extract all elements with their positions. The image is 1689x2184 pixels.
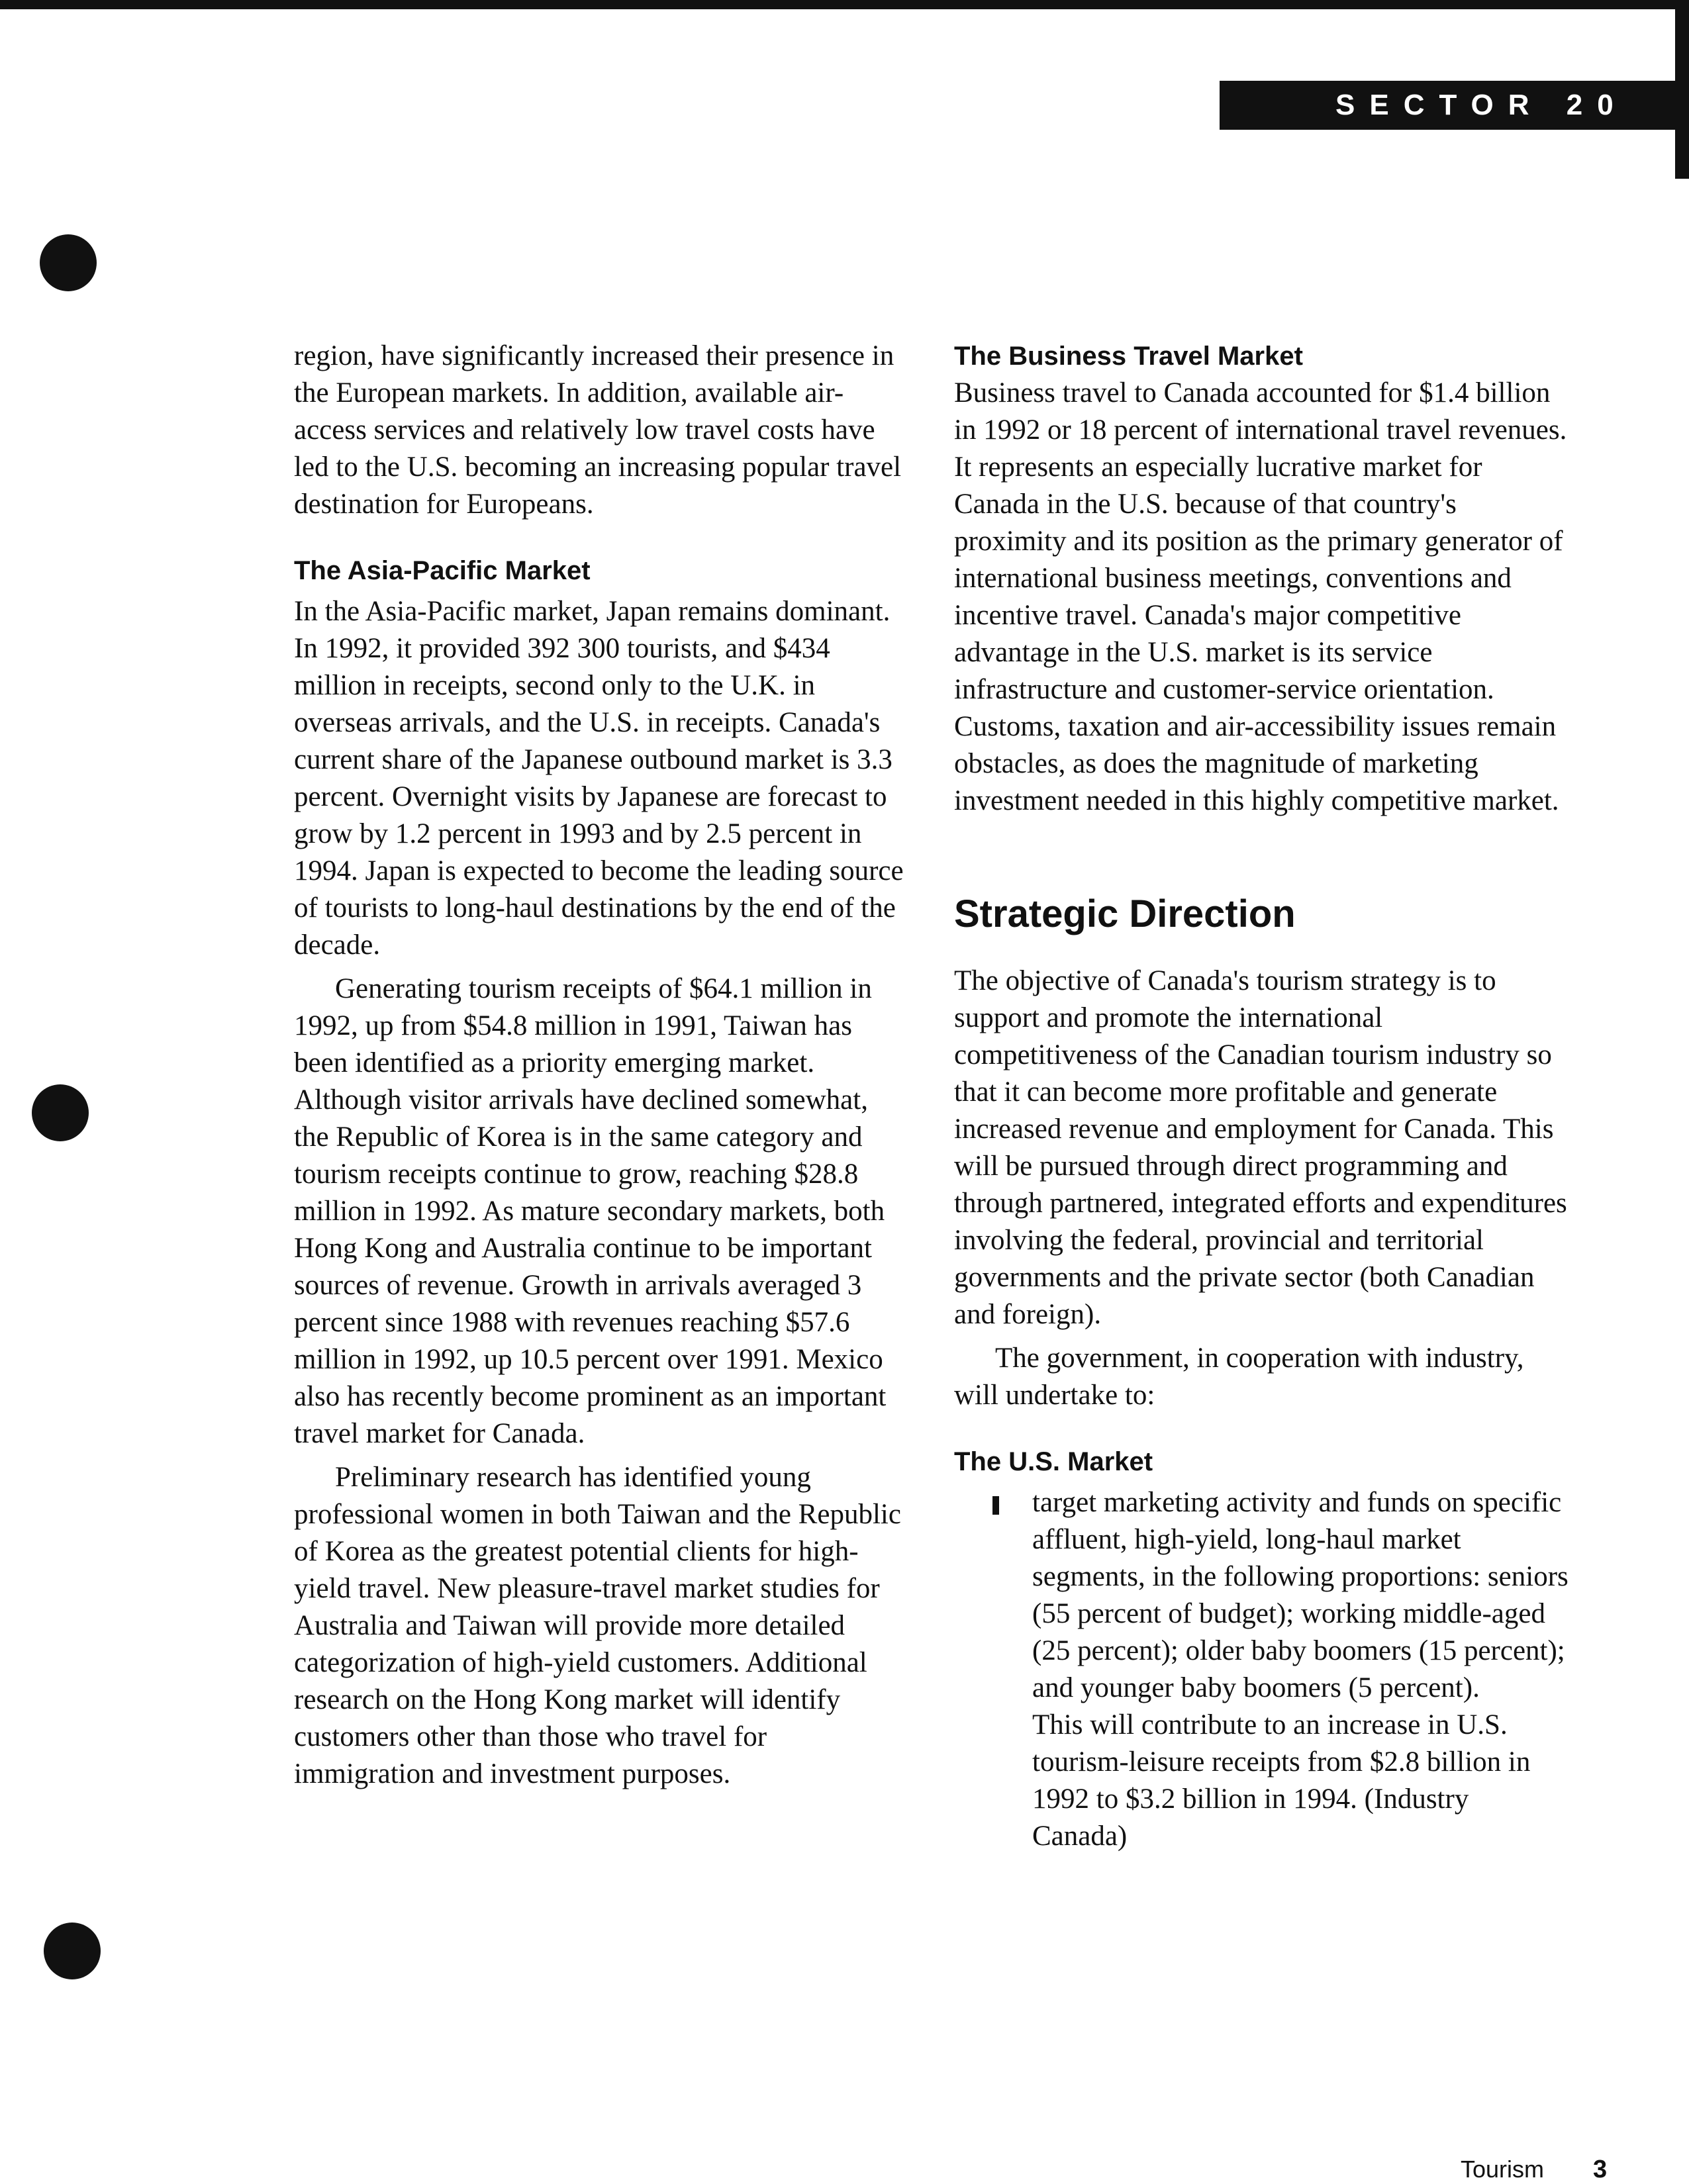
us-market-list [954, 1484, 1570, 1707]
us-market-heading: The U.S. Market [954, 1447, 1153, 1476]
us-bullet-text: target marketing activity and funds on specific affluent, high-yield, long-haul market segments, in the following proportions: seniors (55 percent of budget); working middle-aged (25 percent); older baby boomers (15 percent); and younger baby boomers (5 percent). [1032, 1487, 1568, 1703]
business-paragraph: Business travel to Canada accounted for $1.4 billion in 1992 or 18 percent of international travel revenues. It represents an especially lucrative market for Canada in the U.S. because of that country's proximity and its position as the primary generator of international business meetings, conventions and incentive travel. Canada's major competitive advantage in the U.S. market is its service infrastructure and customer-service orientation. Customs, taxation and air-accessibility issues remain obstacles, as does the magnitude of marketing investment needed in this highly competitive market. [954, 377, 1567, 816]
list-item [954, 1484, 1570, 1707]
asia-paragraph-3: Preliminary research has identified young professional women in both Taiwan and the Republic of Korea as the greatest potential clients for high-yield travel. New pleasure-travel market studies for Australia and Taiwan will provide more detailed categorization of high-yield customers. Additional research on the Hong Kong market will identify customers other than those who travel for immigration and investment purposes. [294, 1462, 901, 1789]
punch-hole-middle [32, 1084, 89, 1141]
punch-hole-bottom [44, 1923, 101, 1979]
right-edge-rule [1675, 0, 1689, 179]
bullet-icon [992, 1496, 999, 1515]
strategic-direction-heading: Strategic Direction [954, 892, 1296, 935]
intro-paragraph: region, have significantly increased their presence in the European markets. In addition, available air-access services and relatively low travel costs have led to the U.S. becoming an increasing popular travel destination for Europeans. [294, 340, 902, 520]
punch-hole-top [40, 234, 97, 291]
asia-paragraph-2: Generating tourism receipts of $64.1 million in 1992, up from $54.8 million in 1991, Taiwan has been identified as a priority emerging market. Although visitor arrivals have declined somewhat, the Republic of Korea is in the same category and tourism receipts continue to grow, reaching $28.8 million in 1992. As mature secondary markets, both Hong Kong and Australia continue to be important sources of revenue. Growth in arrivals averaged 3 percent since 1988 with revenues reaching $57.6 million in 1992, up 10.5 percent over 1991. Mexico also has recently become prominent as an important travel market for Canada. [294, 973, 887, 1449]
strategic-paragraph-1: The objective of Canada's tourism strategy is to support and promote the international competitiveness of the Canadian tourism industry so that it can become more profitable and generate increased revenue and employment for Canada. This will be pursued through direct programming and through partnered, integrated efforts and expenditures involving the federal, provincial and territorial governments and the private sector (both Canadian and foreign). [954, 965, 1567, 1330]
business-travel-heading: The Business Travel Market [954, 342, 1303, 371]
strategic-paragraph-2: The government, in cooperation with industry, will undertake to: [954, 1343, 1524, 1411]
top-rule [0, 0, 1689, 9]
left-column [294, 338, 910, 1793]
asia-pacific-heading: The Asia-Pacific Market [294, 556, 591, 585]
right-column [954, 338, 1570, 1855]
sector-label: SECTOR 20 [1335, 89, 1628, 121]
page-number: 3 [1593, 2156, 1608, 2183]
sector-tab [1220, 81, 1675, 130]
footer-section-name: Tourism [1461, 2156, 1545, 2183]
asia-paragraph-1: In the Asia-Pacific market, Japan remains dominant. In 1992, it provided 392 300 tourists, and $434 million in receipts, second only to the U.K. in overseas arrivals, and the U.S. in receipts. Canada's current share of the Japanese outbound market is 3.3 percent. Overnight visits by Japanese are forecast to grow by 1.2 percent in 1993 and by 2.5 percent in 1994. Japan is expected to become the leading source of tourists to long-haul destinations by the end of the decade. [294, 596, 904, 961]
us-bullet-note: This will contribute to an increase in U.S. tourism-leisure receipts from $2.8 billion in 1992 to $3.2 billion in 1994. (Industry Canada) [1032, 1709, 1531, 1852]
